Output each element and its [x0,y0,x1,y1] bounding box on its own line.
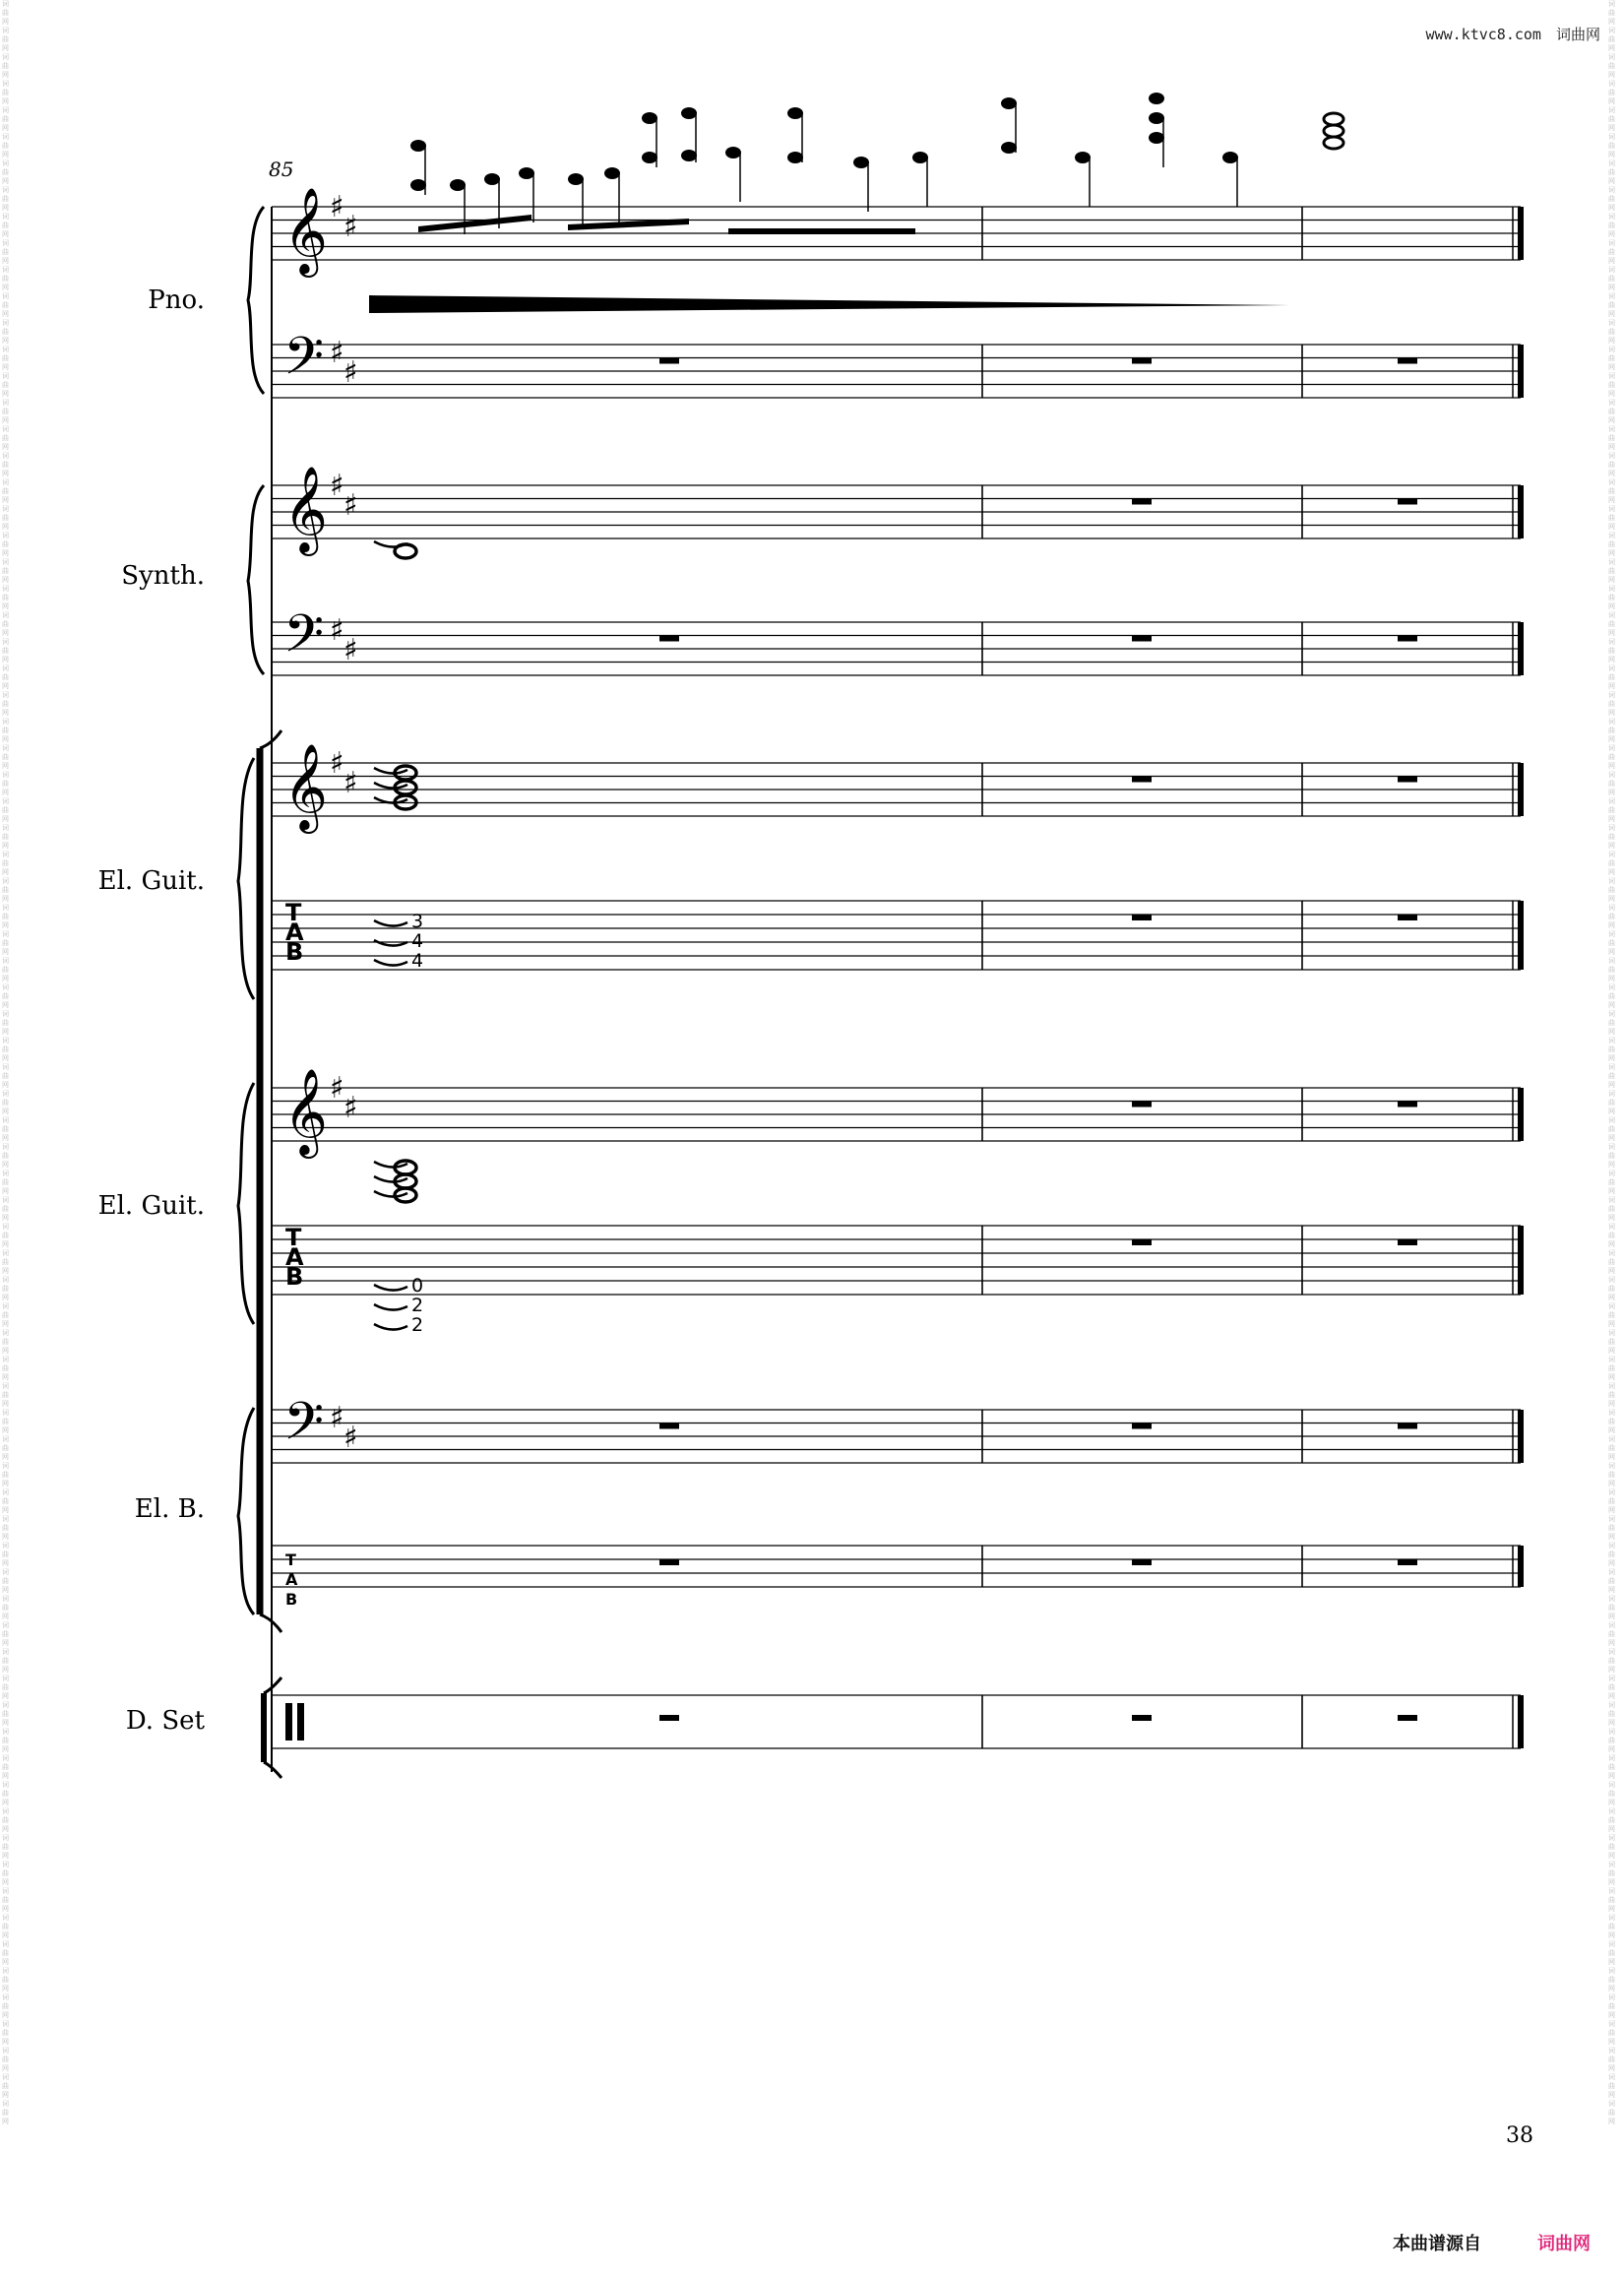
whole-rest-icon [1132,1239,1152,1245]
tie-arc [374,1191,407,1197]
whole-rest-icon [659,636,679,642]
tie-arc [374,960,407,966]
tie-arc [374,920,407,926]
whole-rest-icon [1398,1715,1417,1721]
tab-fret: 2 [411,1295,424,1316]
svg-text:A: A [285,1570,298,1589]
svg-text:♯: ♯ [344,210,358,244]
note-head [1001,142,1017,154]
tie-arc [374,1324,407,1330]
site-url[interactable]: www.ktvc8.com [1425,26,1541,43]
tab-clef-icon: T [285,1224,302,1251]
whole-note [1324,125,1343,137]
tab-fret: 0 [411,1275,424,1297]
tab-clef-icon: T [285,1550,296,1569]
svg-text:♯: ♯ [344,488,358,523]
synth-brace [248,485,264,674]
note-head [519,167,534,179]
note-head [681,107,697,119]
page-number: 38 [1506,2123,1533,2148]
svg-text:B: B [285,938,304,966]
tie-arc [374,1304,407,1310]
instrument-label-guitar1: El. Guit. [97,866,205,896]
note-head [568,173,584,185]
treble-clef-icon: 𝄞 [283,186,328,274]
instrument-label-synth: Synth. [121,561,205,591]
whole-note [1324,137,1343,149]
whole-rest-icon [1398,1102,1417,1107]
site-name[interactable]: 词曲网 [1555,26,1600,43]
whole-rest-icon [1132,358,1152,364]
whole-rest-icon [1398,915,1417,920]
guitar2-brace [238,1083,254,1324]
note-head [1001,97,1017,109]
whole-rest-icon [1132,915,1152,920]
instrument-label-drums: D. Set [125,1706,205,1736]
note-head [681,150,697,161]
whole-rest-icon [1132,1102,1152,1107]
whole-rest-icon [1398,1239,1417,1245]
treble-clef-icon: 𝄞 [283,742,328,830]
tie-arc [374,1285,407,1291]
note-head [410,140,426,152]
note-head [1075,152,1091,163]
instrument-label-guitar2: El. Guit. [97,1191,205,1221]
note-head [1149,132,1164,144]
whole-rest-icon [659,1559,679,1565]
sharp-icon: ♯ [330,469,344,503]
svg-text:♯: ♯ [344,355,358,390]
note-head [1149,112,1164,124]
note-head [410,179,426,191]
sharp-icon: ♯ [330,336,344,370]
sharp-icon: ♯ [330,190,344,224]
tie-arc [374,797,407,803]
piano-brace [248,207,264,394]
tie-arc [374,768,407,774]
note-beam [418,215,531,232]
instrument-label-bass: El. B. [134,1494,205,1524]
whole-note [1324,113,1343,125]
tab-fret: 3 [411,911,424,932]
treble-clef-icon: 𝄞 [283,1067,328,1155]
note-beam [728,228,915,234]
tie-arc [374,940,407,946]
note-head [642,112,657,124]
measure-number: 85 [269,158,294,181]
whole-rest-icon [1398,1559,1417,1565]
note-head [787,107,803,119]
whole-rest-icon [1398,499,1417,505]
treble-clef-icon: 𝄞 [283,465,328,552]
svg-text:A: A [285,1243,304,1271]
guitar1-brace [238,758,254,999]
whole-rest-icon [1132,1715,1152,1721]
guitar2-tab [411,1275,423,1336]
tab-clef-icon: T [285,899,302,926]
percussion-clef-icon [285,1703,292,1740]
bass-clef-icon: 𝄢 [283,1392,325,1465]
svg-text:A: A [285,918,304,946]
tie-arc [374,1176,407,1182]
instrument-label-piano: Pno. [148,285,205,315]
note-head [642,152,657,163]
svg-text:♯: ♯ [344,1091,358,1125]
note-head [1222,152,1238,163]
note-head [604,167,620,179]
whole-rest-icon [1398,777,1417,783]
tie-arc [374,541,407,547]
whole-rest-icon [1132,636,1152,642]
whole-rest-icon [1398,636,1417,642]
whole-rest-icon [1132,1559,1152,1565]
whole-rest-icon [1132,777,1152,783]
tie-arc [374,783,407,789]
whole-rest-icon [659,358,679,364]
note-head [484,173,500,185]
watermark-left: 词 曲 网 词 曲 网 词 曲 网 词 曲 网 词 曲 网 词 曲 网 词 曲 网 词 曲 网 词 曲 网 词 曲 网 词 曲 网 词 曲 网 词 曲 网 词 曲 网 词 曲 网 词 曲 网 词 曲 网 词 曲 网 词 曲 网 词 曲 网 词 曲 网 词 曲 网 词 曲 网 词 曲 网 词 曲 网 词 曲 网 词 曲 网 词 曲 网 词 曲 网 词 曲 网 词 曲 网 词 曲 网 词 曲 网 词 曲 网 词 曲 网 词 曲 网 词 曲 网 词 曲 网 词 曲 网 词 曲 网 词 曲 网 词 曲 网 词 曲 网 词 曲 网 词 曲 网 词 曲 网 词 曲 网 词 曲 网 词 曲 网 词 曲 网 词 曲 网 词 曲 网 词 曲 网 词 曲 网 词 曲 网 词 曲 网 词 曲 网 词 曲 网 词 曲 网 词 曲 网 词 曲 网 词 曲 网 词 曲 网 词 曲 网 词 曲 网 词 曲 网 词 曲 网 词 曲 网 词 曲 网 词 曲 网 词 曲 网 词 曲 网 词 曲 网 词 曲 网 词 曲 网 词 曲 网 词 曲 网 词 曲 网 词 曲 网 词 曲 网 [2,0,9,2125]
whole-rest-icon [1132,1424,1152,1429]
tab-fret: 2 [411,1314,424,1336]
piano-notes [374,93,1343,1330]
bass-clef-icon: 𝄢 [283,604,325,677]
whole-rest-icon [1398,1424,1417,1429]
sharp-icon: ♯ [330,746,344,781]
watermark-right: 词 曲 网 词 曲 网 词 曲 网 词 曲 网 词 曲 网 词 曲 网 词 曲 网 词 曲 网 词 曲 网 词 曲 网 词 曲 网 词 曲 网 词 曲 网 词 曲 网 词 曲 网 词 曲 网 词 曲 网 词 曲 网 词 曲 网 词 曲 网 词 曲 网 词 曲 网 词 曲 网 词 曲 网 词 曲 网 词 曲 网 词 曲 网 词 曲 网 词 曲 网 词 曲 网 词 曲 网 词 曲 网 词 曲 网 词 曲 网 词 曲 网 词 曲 网 词 曲 网 词 曲 网 词 曲 网 词 曲 网 词 曲 网 词 曲 网 词 曲 网 词 曲 网 词 曲 网 词 曲 网 词 曲 网 词 曲 网 词 曲 网 词 曲 网 词 曲 网 词 曲 网 词 曲 网 词 曲 网 词 曲 网 词 曲 网 词 曲 网 词 曲 网 词 曲 网 词 曲 网 词 曲 网 词 曲 网 词 曲 网 词 曲 网 词 曲 网 词 曲 网 词 曲 网 词 曲 网 词 曲 网 词 曲 网 词 曲 网 词 曲 网 词 曲 网 词 曲 网 词 曲 网 词 曲 网 词 曲 网 词 曲 网 词 曲 网 词 曲 网 [1608,0,1615,2125]
note-head [787,152,803,163]
svg-text:♯: ♯ [344,633,358,667]
whole-rest-icon [1398,358,1417,364]
sharp-icon: ♯ [330,1071,344,1106]
sharp-icon: ♯ [330,1401,344,1435]
tab-fret: 4 [411,930,424,952]
whole-rest-icon [659,1715,679,1721]
footer-source-link[interactable]: 词曲网 [1537,2234,1591,2254]
svg-text:♯: ♯ [344,766,358,800]
tab-fret: 4 [411,950,424,972]
svg-text:B: B [285,1263,304,1291]
note-head [912,152,928,163]
sharp-icon: ♯ [330,613,344,648]
whole-rest-icon [659,1424,679,1429]
guitar1-tab [411,911,423,972]
svg-text:B: B [285,1590,298,1609]
footer-source-text: 本曲谱源自 [1393,2234,1481,2254]
tremolo-slur [369,295,1289,313]
note-head [1149,93,1164,104]
svg-text:♯: ♯ [344,1421,358,1455]
whole-rest-icon [1132,499,1152,505]
note-head [450,179,466,191]
note-head [853,157,869,168]
bass-brace [238,1408,254,1614]
note-head [725,147,741,158]
bass-clef-icon: 𝄢 [283,327,325,400]
